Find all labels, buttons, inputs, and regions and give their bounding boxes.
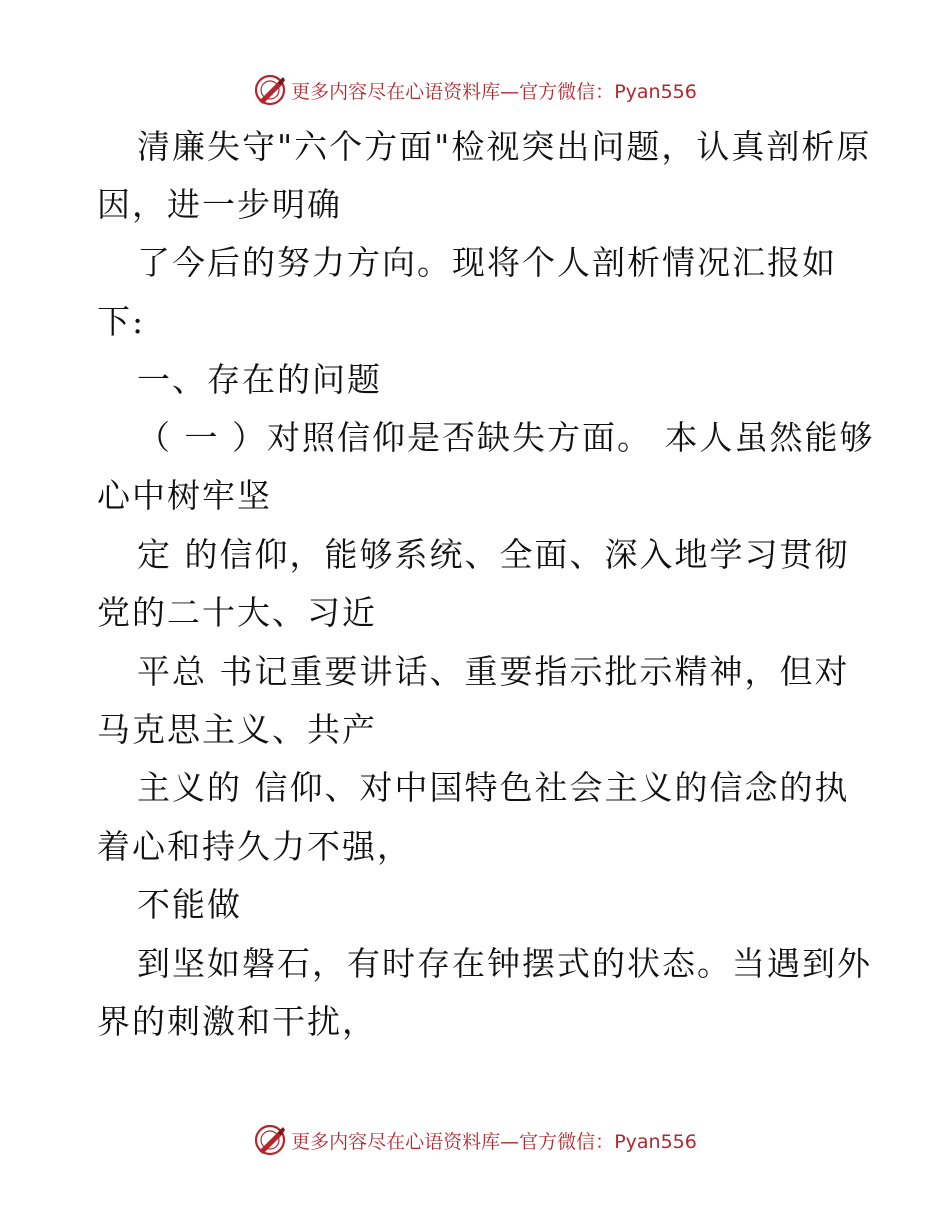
footer-wechat-label: 官方微信： [519, 1130, 615, 1153]
body-line: 因，进一步明确 [97, 185, 342, 224]
body-line: 了今后的努力方向。现将个人剖析情况汇报如 [137, 243, 837, 282]
body-line: 主义的 信仰、对中国特色社会主义的信念的执 [137, 768, 850, 807]
body-line: 界的刺激和干扰， [97, 1002, 377, 1041]
footer-brand-text [291, 1127, 697, 1154]
body-line: （ 一 ）对照信仰是否缺失方面。 本人虽然能够 [137, 418, 875, 457]
body-line: 心中树牢坚 [97, 476, 272, 515]
header-separator: — [500, 80, 520, 103]
footer-banner [0, 1120, 950, 1160]
body-line: 平总 书记重要讲话、重要指示批示精神，但对 [137, 652, 850, 691]
pen-logo-icon [253, 1123, 287, 1157]
body-line: 马克思主义、共产 [97, 710, 377, 749]
body-line: 定 的信仰，能够系统、全面、深入地学习贯彻 [137, 535, 850, 574]
body-line: 不能做 [137, 885, 242, 924]
body-line: 清廉失守"六个方面"检视突出问题，认真剖析原 [137, 127, 872, 166]
body-line: 到坚如磐石，有时存在钟摆式的状态。当遇到外 [137, 944, 872, 983]
body-line: 一、存在的问题 [137, 360, 382, 399]
footer-wechat-id: Pyan556 [614, 1130, 697, 1153]
footer-separator: — [500, 1130, 520, 1153]
header-wechat-id: Pyan556 [614, 80, 697, 103]
body-line: 下: [97, 302, 146, 341]
body-line: 着心和持久力不强， [97, 827, 412, 866]
footer-brand: 更多内容尽在心语资料库 [291, 1130, 501, 1153]
header-wechat-label: 官方微信： [519, 80, 615, 103]
body-line: 党的二十大、习近 [97, 593, 377, 632]
header-brand: 更多内容尽在心语资料库 [291, 80, 501, 103]
